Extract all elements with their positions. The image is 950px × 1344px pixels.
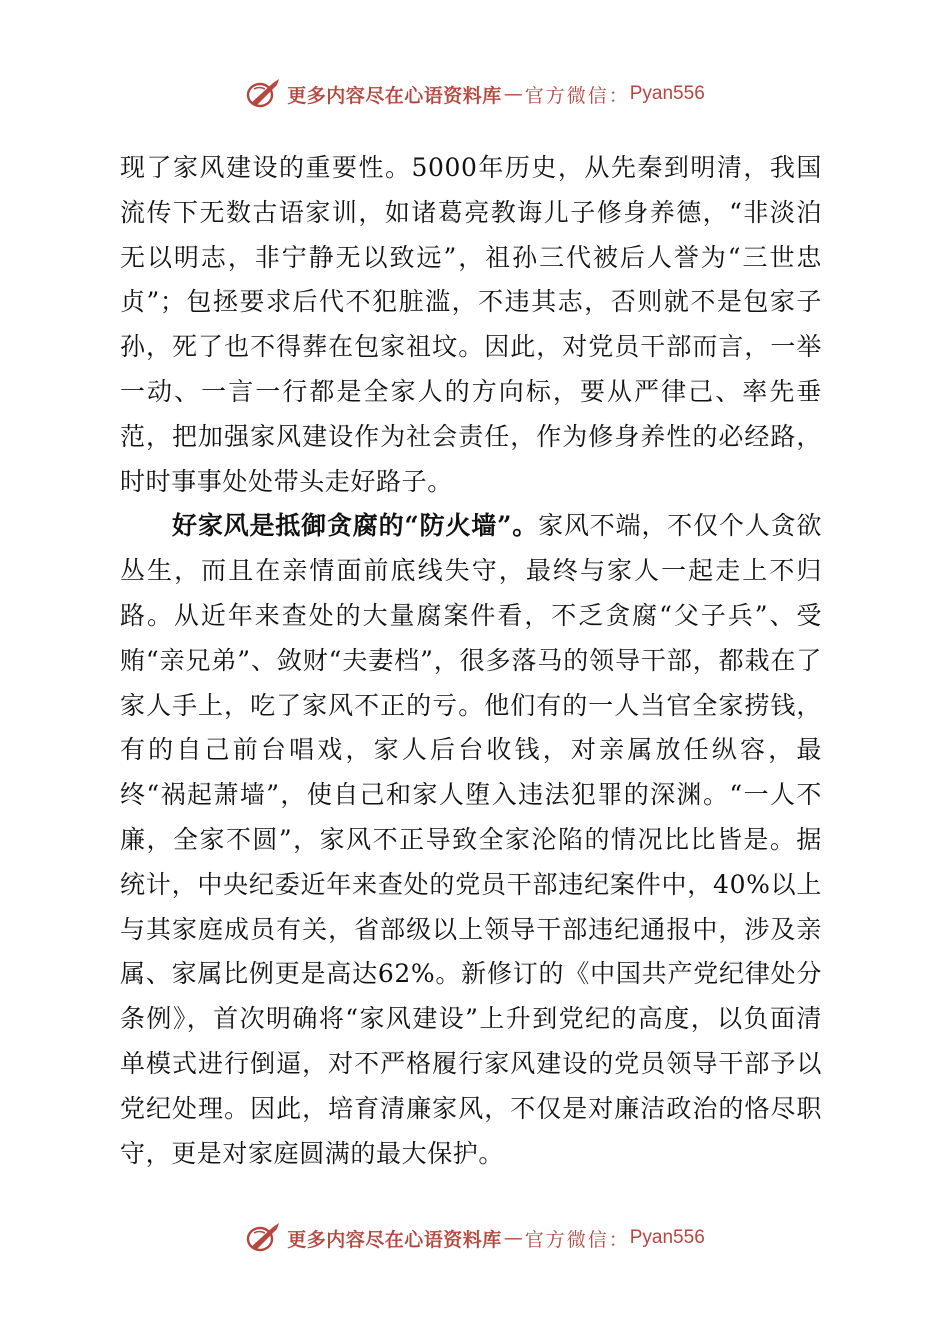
footer-wechat-label: 官方微信： (524, 1228, 630, 1251)
paragraph-1: 现了家风建设的重要性。5000年历史，从先秦到明清，我国流传下无数古语家训，如诸葛亮教诲儿子修身养德，“非淡泊无以明志，非宁静无以致远”，祖孙三代被后人誉为“三世忠贞”；包拯要求后代不犯脏滥，不违其志，否则就不是包家子孙，死了也不得葬在包家祖坟。因此，对党员干部而言，一举一动、一言一行都是全家人的方向标，要从严律己、率先垂范，把加强家风建设作为社会责任，作为修身养性的必经路，时时事事处处带头走好路子。 (120, 153, 822, 496)
paragraph-2-text: 家风不端，不仅个人贪欲丛生，而且在亲情面前底线失守，最终与家人一起走上不归路。从近年来查处的大量腐案件看，不乏贪腐“父子兵”、受贿“亲兄弟”、敛财“夫妻档”，很多落马的领导干部，都栽在了家人手上，吃了家风不正的亏。他们有的一人当官全家捞钱，有的自己前台唱戏，家人后台收钱，对亲属放任纵容，最终“祸起萧墙”，使自己和家人堕入违法犯罪的深渊。“一人不廉，全家不圆”，家风不正导致全家沦陷的情况比比皆是。据统计，中央纪委近年来查处的党员干部违纪案件中，40%以上与其家庭成员有关，省部级以上领导干部违纪通报中，涉及亲属、家属比例更是高达62%。新修订的《中国共产党纪律处分条例》，首次明确将“家风建设”上升到党纪的高度，以负面清单模式进行倒逼，对不严格履行家风建设的党员领导干部予以党纪处理。因此，培育清廉家风，不仅是对廉洁政治的恪尽职守，更是对家庭圆满的最大保护。 (120, 511, 822, 1168)
document-body (120, 146, 822, 1176)
footer-brand-text: 更多内容尽在心语资料库 (287, 1228, 502, 1251)
pen-logo-icon (245, 1221, 281, 1255)
header-wechat-id: Pyan556 (629, 83, 705, 104)
paragraph-2 (120, 504, 822, 1176)
header-brand-text: 更多内容尽在心语资料库 (287, 84, 502, 107)
paragraph-2-heading: 好家风是抵御贪腐的“防火墙”。 (172, 511, 539, 541)
footer-wechat-id: Pyan556 (629, 1227, 705, 1248)
pen-logo-icon (245, 77, 281, 111)
header-watermark (0, 74, 950, 114)
footer-separator: — (503, 1227, 523, 1249)
header-separator: — (503, 83, 523, 105)
header-wechat-label: 官方微信： (524, 84, 630, 107)
footer-watermark (0, 1218, 950, 1258)
